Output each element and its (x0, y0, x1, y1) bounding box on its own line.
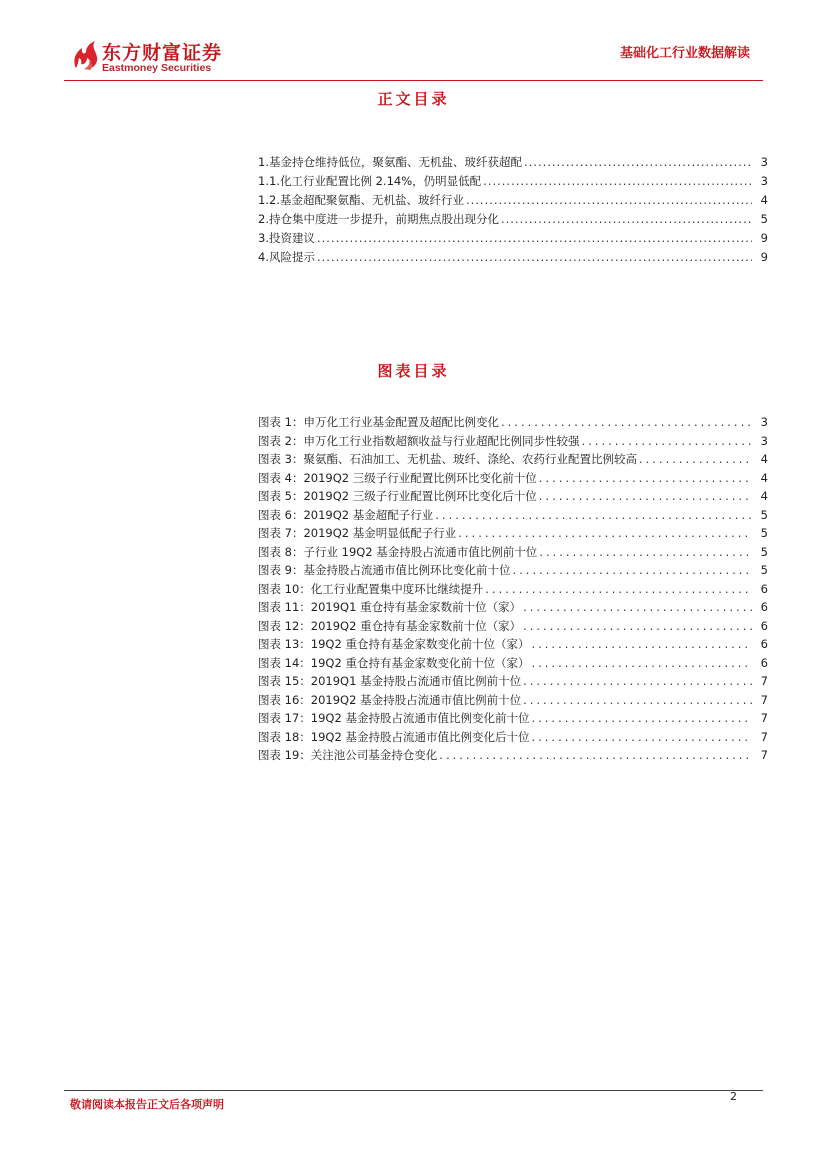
logo-english-text: Eastmoney Securities (102, 62, 212, 74)
dot-leader (639, 452, 752, 466)
figure-entry-page[interactable]: 6 (760, 637, 768, 651)
contents-entry-page[interactable]: 3 (760, 155, 768, 169)
dot-leader (581, 434, 752, 448)
figure-entry[interactable] (258, 451, 768, 470)
figure-entry[interactable] (258, 636, 768, 655)
page-header (70, 36, 750, 82)
figure-entry[interactable] (258, 673, 768, 692)
disclaimer-note: 敬请阅读本报告正文后各项声明 (70, 1098, 224, 1111)
contents-entry-page[interactable]: 9 (760, 231, 768, 245)
dot-leader (439, 748, 752, 762)
figure-entry[interactable] (258, 692, 768, 711)
contents-entry[interactable] (258, 173, 768, 192)
dot-leader (531, 637, 752, 651)
logo-chinese-text: 东方财富证券 (102, 42, 223, 64)
figure-entry[interactable] (258, 470, 768, 489)
figure-entry[interactable] (258, 544, 768, 563)
figures-list (258, 414, 768, 766)
contents-entry[interactable] (258, 154, 768, 173)
dot-leader (501, 415, 752, 429)
contents-entry-page[interactable]: 4 (760, 193, 768, 207)
figure-entry-title[interactable]: 图表 2：申万化工行业指数超额收益与行业超配比例同步性较强 (258, 433, 580, 448)
figure-entry-title[interactable]: 图表 15：2019Q1 基金持股占流通市值比例前十位 (258, 674, 522, 688)
header-divider (64, 80, 763, 81)
dot-leader (524, 155, 752, 169)
dot-leader (539, 471, 752, 485)
figure-entry[interactable] (258, 433, 768, 452)
figure-entry-page[interactable]: 6 (760, 581, 768, 596)
contents-list (258, 154, 768, 268)
dot-leader (539, 545, 752, 559)
dot-leader (435, 508, 752, 522)
figure-entry-page[interactable]: 5 (760, 526, 768, 540)
figure-entry-title[interactable]: 图表 3：聚氨酯、石油加工、无机盐、玻纤、涤纶、农药行业配置比例较高 (258, 452, 637, 466)
figure-entry-page[interactable]: 6 (760, 600, 768, 614)
figure-entry-title[interactable]: 图表 7：2019Q2 基金明显低配子行业 (258, 526, 457, 540)
figure-entry[interactable] (258, 507, 768, 526)
dot-leader (523, 674, 752, 688)
dot-leader (485, 582, 752, 596)
figure-entry-page[interactable]: 7 (760, 748, 768, 762)
figure-entry[interactable] (258, 488, 768, 507)
figure-entry-title[interactable]: 图表 14：19Q2 重仓持有基金家数变化前十位（家） (258, 655, 530, 670)
contents-entry-title[interactable]: 2.持仓集中度进一步提升，前期焦点股出现分化 (258, 212, 499, 226)
dot-leader (539, 489, 752, 503)
contents-entry[interactable] (258, 249, 768, 268)
figure-entry-page[interactable]: 7 (760, 674, 768, 688)
figure-entry-page[interactable]: 3 (760, 415, 768, 429)
figure-entry[interactable] (258, 729, 768, 748)
dot-leader (466, 193, 752, 207)
figure-entry[interactable] (258, 599, 768, 618)
figure-entry-page[interactable]: 4 (760, 489, 768, 503)
dot-leader (317, 231, 752, 245)
logo-flame-icon (70, 38, 104, 72)
dot-leader (523, 693, 752, 707)
figure-entry-title[interactable]: 图表 9：基金持股占流通市值比例环比变化前十位 (258, 563, 511, 577)
contents-entry-title[interactable]: 3.投资建议 (258, 231, 315, 245)
figure-entry-title[interactable]: 图表 5：2019Q2 三级子行业配置比例环比变化后十位 (258, 489, 537, 503)
dot-leader (512, 563, 752, 577)
contents-entry[interactable] (258, 192, 768, 211)
contents-entry-page[interactable]: 3 (760, 174, 768, 188)
dot-leader (523, 600, 752, 614)
figure-entry-title[interactable]: 图表 13：19Q2 重仓持有基金家数变化前十位（家） (258, 637, 530, 651)
figure-entry-page[interactable]: 7 (760, 729, 768, 744)
figure-entry-page[interactable]: 5 (760, 544, 768, 559)
figure-entry-title[interactable]: 图表 6：2019Q2 基金超配子行业 (258, 507, 434, 522)
contents-entry-page[interactable]: 9 (760, 250, 768, 264)
figure-entry-title[interactable]: 图表 10：化工行业配置集中度环比继续提升 (258, 581, 484, 596)
figure-entry[interactable] (258, 581, 768, 600)
figure-entry[interactable] (258, 562, 768, 581)
contents-title: 正文目录 (377, 90, 450, 108)
dot-leader (523, 619, 752, 633)
footer-divider (64, 1090, 763, 1091)
figure-entry[interactable] (258, 710, 768, 729)
figure-entry[interactable] (258, 525, 768, 544)
figure-entry-title[interactable]: 图表 16：2019Q2 基金持股占流通市值比例前十位 (258, 692, 522, 707)
contents-entry[interactable] (258, 230, 768, 249)
contents-entry[interactable] (258, 211, 768, 230)
figure-entry-title[interactable]: 图表 12：2019Q2 重仓持有基金家数前十位（家） (258, 618, 522, 633)
figure-entry-page[interactable]: 7 (760, 692, 768, 707)
figure-entry-title[interactable]: 图表 8：子行业 19Q2 基金持股占流通市值比例前十位 (258, 544, 538, 559)
figure-entry-page[interactable]: 4 (760, 470, 768, 485)
figure-entry[interactable] (258, 618, 768, 637)
figure-entry-page[interactable]: 5 (760, 507, 768, 522)
figure-entry-title[interactable]: 图表 11：2019Q1 重仓持有基金家数前十位（家） (258, 600, 522, 614)
dot-leader (317, 250, 752, 264)
figure-entry-title[interactable]: 图表 18：19Q2 基金持股占流通市值比例变化后十位 (258, 729, 530, 744)
dot-leader (458, 526, 752, 540)
figure-entry-title[interactable]: 图表 19：关注池公司基金持仓变化 (258, 748, 438, 762)
figure-entry[interactable] (258, 747, 768, 766)
dot-leader (483, 174, 752, 188)
figure-entry-title[interactable]: 图表 1：申万化工行业基金配置及超配比例变化 (258, 415, 499, 429)
page-number: 2 (730, 1090, 737, 1103)
dot-leader (531, 711, 752, 725)
figure-entry-title[interactable]: 图表 17：19Q2 基金持股占流通市值比例变化前十位 (258, 711, 530, 725)
dot-leader (501, 212, 752, 226)
contents-entry-title[interactable]: 1.基金持仓维持低位，聚氨酯、无机盐、玻纤获超配 (258, 155, 522, 169)
contents-entry-title[interactable]: 1.2.基金超配聚氨酯、无机盐、玻纤行业 (258, 193, 464, 207)
figure-entry-title[interactable]: 图表 4：2019Q2 三级子行业配置比例环比变化前十位 (258, 470, 537, 485)
contents-entry-title[interactable]: 1.1.化工行业配置比例 2.14%，仍明显低配 (258, 174, 482, 188)
report-type-label: 基础化工行业数据解读 (619, 46, 750, 61)
figure-entry-page[interactable]: 6 (760, 618, 768, 633)
company-logo (70, 36, 240, 80)
contents-entry-page[interactable]: 5 (760, 212, 768, 226)
figure-entry-page[interactable]: 5 (760, 563, 768, 577)
figure-entry-page[interactable]: 6 (760, 655, 768, 670)
figure-entry[interactable] (258, 414, 768, 433)
figure-entry[interactable] (258, 655, 768, 674)
figure-entry-page[interactable]: 3 (760, 433, 768, 448)
figure-entry-page[interactable]: 4 (760, 452, 768, 466)
figures-title: 图表目录 (377, 362, 450, 380)
figure-entry-page[interactable]: 7 (760, 711, 768, 725)
dot-leader (531, 656, 752, 670)
contents-entry-title[interactable]: 4.风险提示 (258, 250, 315, 264)
dot-leader (531, 730, 752, 744)
